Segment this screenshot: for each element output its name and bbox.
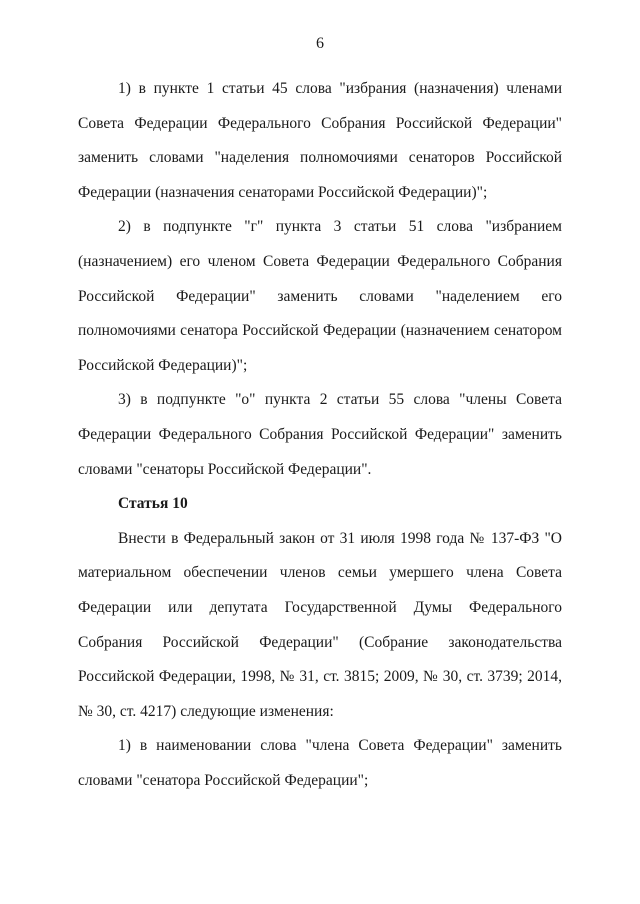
paragraph-item-2: 2) в подпункте "г" пункта 3 статьи 51 слова "избранием (назначением) его членом Совета Федерации Федерального Собрания Российской Федерации" заменить словами "наделением его полномочиями сенатора Российской Федерации (назначением сенатором Российской Федерации)";	[78, 218, 562, 374]
page-number: 6	[316, 35, 324, 52]
paragraph-item-1: 1) в пункте 1 статьи 45 слова "избрания (назначения) членами Совета Федерации Федерального Собрания Российской Федерации" заменить словами "наделения полномочиями сенаторов Российской Федерации (назначения сенаторами Российской Федерации)";	[78, 80, 562, 201]
article-heading: Статья 10	[118, 495, 188, 513]
document-body	[78, 72, 562, 798]
paragraph-intro: Внести в Федеральный закон от 31 июля 1998 года № 137-ФЗ "О материальном обеспечении членов семьи умершего члена Совета Федерации или депутата Государственной Думы Федерального Собрания Российской Федерации" (Собрание законодательства Российской Федерации, 1998, № 31, ст. 3815; 2009, № 30, ст. 3739; 2014, № 30, ст. 4217) следующие изменения:	[78, 529, 562, 720]
paragraph-item-3: 3) в подпункте "о" пункта 2 статьи 55 слова "члены Совета Федерации Федерального Собрания Российской Федерации" заменить словами "сенаторы Российской Федерации".	[78, 391, 562, 478]
paragraph-item-4: 1) в наименовании слова "члена Совета Федерации" заменить словами "сенатора Российской Федерации";	[78, 737, 562, 789]
